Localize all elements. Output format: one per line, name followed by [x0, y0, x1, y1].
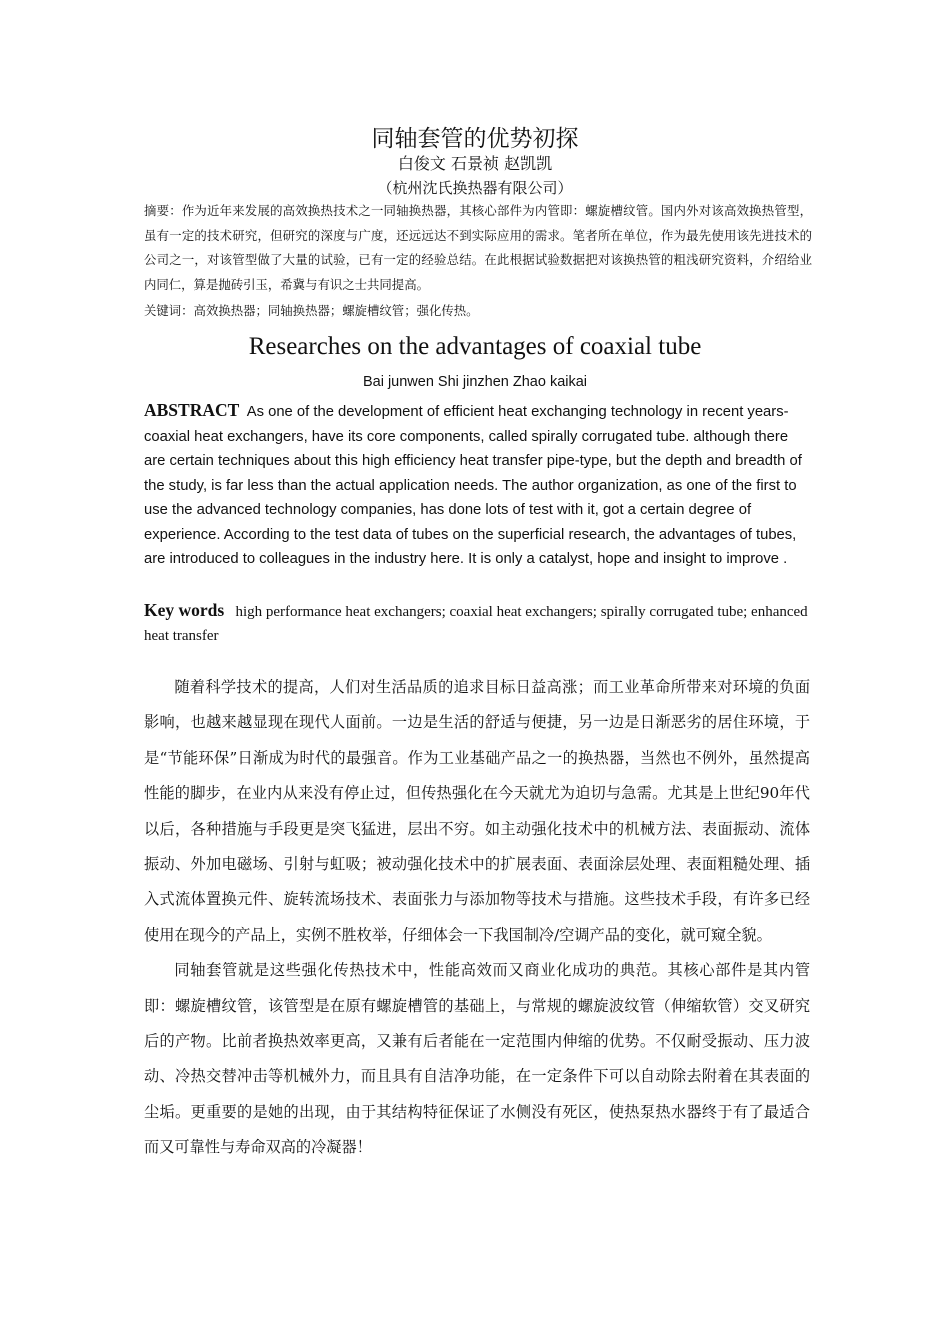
- body-paragraph: 随着科学技术的提高，人们对生活品质的追求目标日益高涨；而工业革命所带来对环境的负面影响，也越来越显现在现代人面前。一边是生活的舒适与便捷，另一边是日渐恶劣的居住环境，于是“节能环保”日渐成为时代的最强音。作为工业基础产品之一的换热器，当然也不例外，虽然提高性能的脚步，在业内从来没有停止过，但传热强化在今天就尤为迫切与急需。尤其是上世纪90年代以后，各种措施与手段更是突飞猛进，层出不穷。如主动强化技术中的机械方法、表面振动、流体振动、外加电磁场、引射与虹吸；被动强化技术中的扩展表面、表面涂层处理、表面粗糙处理、插入式流体置换元件、旋转流场技术、表面张力与添加物等技术与措施。这些技术手段，有许多已经使用在现今的产品上，实例不胜枚举，仔细体会一下我国制冷/空调产品的变化，就可窥全貌。: [144, 678, 810, 944]
- keywords-en-text: high performance heat exchangers; coaxial heat exchangers; spirally corrugated tube; enhanced heat transfer: [144, 604, 808, 644]
- keywords-en-label: Key words: [144, 600, 225, 620]
- keywords-en: [144, 598, 810, 648]
- authors-en: Bai junwen Shi jinzhen Zhao kaikai: [362, 374, 588, 390]
- abstract-cn: 摘要：作为近年来发展的高效换热技术之一同轴换热器，其核心部件为内管即：螺旋槽纹管。国内外对该高效换热管型，虽有一定的技术研究，但研究的深度与广度，还远远达不到实际应用的需求。笔者所在单位，作为最先使用该先进技术的公司之一，对该管型做了大量的试验，已有一定的经验总结。在此根据试验数据把对该换热管的粗浅研究资料，介绍给业内同仁，算是抛砖引玉，希冀与有识之士共同提高。: [144, 203, 812, 292]
- abstract-en: [144, 398, 810, 572]
- abstract-en-text: As one of the development of efficient heat exchanging technology in recent years-coaxial heat exchangers, have its core components, called spirally corrugated tube. although there are certain techniques about this high efficiency heat transfer pipe-type, but the depth and breadth of the study, is far less than the actual application needs. The author organization, as one of the first to use the advanced technology companies, has done lots of test with it, got a certain degree of experience. According to the test data of tubes on the superficial research, the advantages of tubes, are introduced to colleagues in the industry here. It is only a catalyst, hope and insight to improve .: [144, 404, 802, 567]
- paper-title-en: Researches on the advantages of coaxial tube: [248, 333, 702, 360]
- paper-title-cn: 同轴套管的优势初探: [371, 126, 579, 152]
- body-paragraph: 同轴套管就是这些强化传热技术中，性能高效而又商业化成功的典范。其核心部件是其内管即：螺旋槽纹管，该管型是在原有螺旋槽管的基础上，与常规的螺旋波纹管（伸缩软管）交叉研究后的产物。比前者换热效率更高，又兼有后者能在一定范围内伸缩的优势。不仅耐受振动、压力波动、冷热交替冲击等机械外力，而且具有自洁净功能，在一定条件下可以自动除去附着在其表面的尘垢。更重要的是她的出现，由于其结构特征保证了水侧没有死区，使热泵热水器终于有了最适合而又可靠性与寿命双高的冷凝器！: [144, 961, 810, 1157]
- body-text: [144, 670, 810, 1166]
- authors-cn: 白俊文 石景祯 赵凯凯: [397, 154, 553, 173]
- abstract-en-label: ABSTRACT: [144, 400, 240, 420]
- affiliation-cn: （杭州沈氏换热器有限公司）: [377, 179, 573, 197]
- keywords-cn: 关键词：高效换热器；同轴换热器；螺旋槽纹管；强化传热。: [144, 303, 479, 318]
